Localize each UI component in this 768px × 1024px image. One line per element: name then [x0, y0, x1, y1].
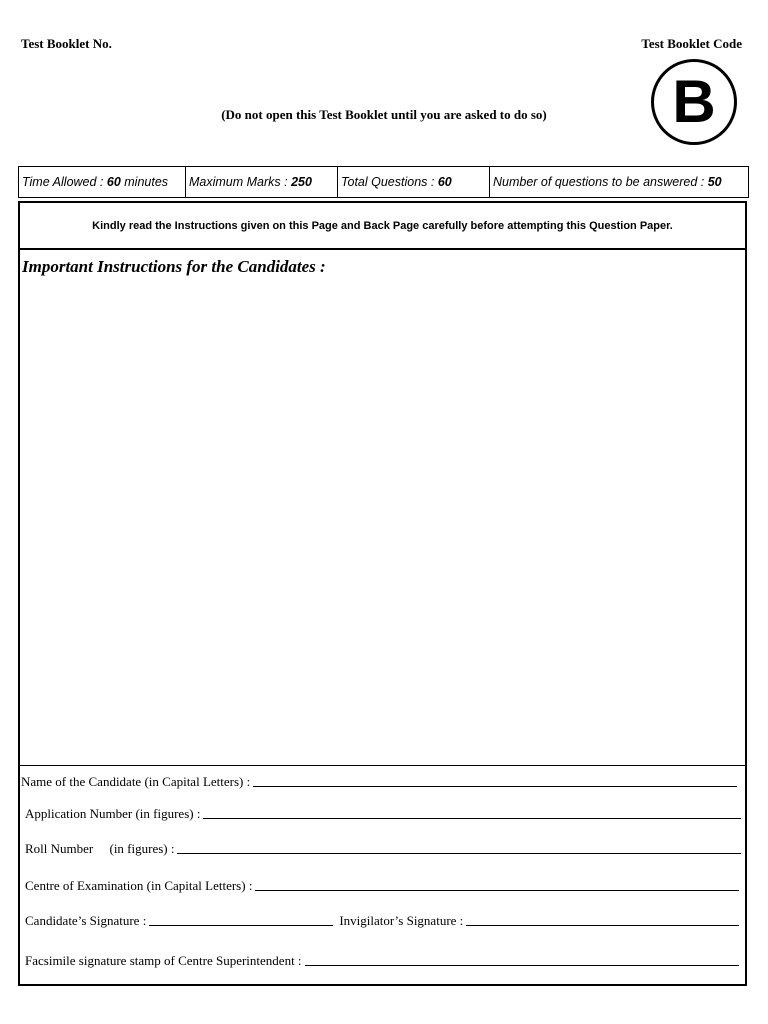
roll-number-label: Roll Number (in figures) :: [25, 841, 175, 856]
booklet-code-label: Test Booklet Code: [641, 36, 742, 51]
application-number-row: [25, 806, 741, 822]
facsimile-field[interactable]: [305, 964, 739, 966]
candidate-name-label: Name of the Candidate (in Capital Letters) :: [21, 774, 251, 789]
invigilator-signature-field[interactable]: [466, 924, 739, 926]
time-allowed-label: Time Allowed :: [22, 175, 107, 189]
time-allowed-unit: minutes: [120, 175, 169, 189]
booklet-number-label: Test Booklet No.: [21, 36, 112, 51]
signatures-row: [25, 913, 739, 929]
exam-info-table: [18, 166, 749, 198]
instructions-box: [18, 201, 747, 986]
total-questions-value: 60: [437, 175, 452, 189]
questions-to-answer-cell: [490, 167, 748, 197]
application-number-label: Application Number (in figures) :: [25, 806, 201, 821]
total-questions-cell: [338, 167, 490, 197]
centre-field[interactable]: [255, 889, 739, 891]
booklet-code-letter: B: [672, 68, 716, 135]
booklet-code-badge: [651, 59, 737, 145]
facsimile-row: [25, 953, 739, 969]
centre-row: [25, 878, 739, 894]
questions-to-answer-label: Number of questions to be answered :: [493, 175, 708, 189]
roll-number-field[interactable]: [177, 852, 741, 854]
facsimile-label: Facsimile signature stamp of Centre Superintendent :: [25, 953, 302, 968]
kindly-read-notice: Kindly read the Instructions given on this Page and Back Page carefully before attempting this Question Paper.: [20, 203, 745, 250]
maximum-marks-cell: [186, 167, 338, 197]
candidate-signature-label: Candidate’s Signature :: [25, 913, 147, 928]
candidate-signature-field[interactable]: [149, 924, 333, 926]
total-questions-label: Total Questions :: [341, 175, 438, 189]
instructions-heading: Important Instructions for the Candidates :: [22, 257, 326, 276]
centre-label: Centre of Examination (in Capital Letters) :: [25, 878, 253, 893]
do-not-open-notice: (Do not open this Test Booklet until you are asked to do so): [221, 107, 547, 122]
instructions-area: [20, 278, 745, 764]
questions-to-answer-value: 50: [707, 175, 722, 189]
maximum-marks-value: 250: [291, 175, 312, 189]
candidate-section-divider: [20, 765, 745, 766]
roll-number-row: [25, 841, 741, 857]
time-allowed-cell: [19, 167, 186, 197]
candidate-name-field[interactable]: [253, 785, 737, 787]
maximum-marks-label: Maximum Marks :: [189, 175, 292, 189]
time-allowed-value: 60: [106, 175, 121, 189]
candidate-name-row: [21, 774, 737, 790]
application-number-field[interactable]: [203, 817, 741, 819]
invigilator-signature-label: Invigilator’s Signature :: [339, 913, 464, 928]
